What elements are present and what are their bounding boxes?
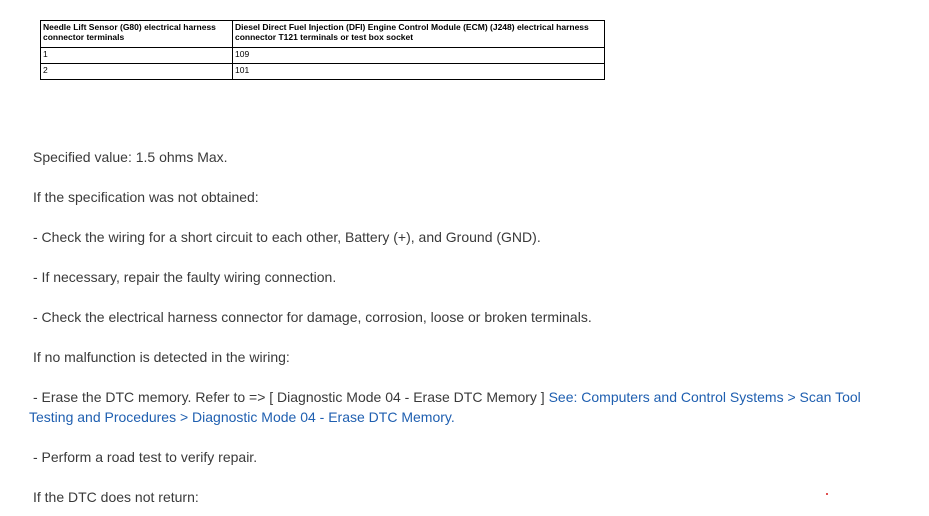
erase-dtc-step <box>29 387 869 427</box>
road-test-step: - Perform a road test to verify repair. <box>33 449 258 465</box>
dtc-not-return-heading: If the DTC does not return: <box>33 489 199 505</box>
table-row <box>41 64 605 80</box>
table-cell: 1 <box>41 48 233 64</box>
table-cell: 109 <box>233 48 605 64</box>
table-header-row <box>41 21 605 48</box>
repair-wiring-step: - If necessary, repair the faulty wiring connection. <box>33 269 337 285</box>
table-row <box>41 48 605 64</box>
table-cell: 2 <box>41 64 233 80</box>
stray-mark <box>826 493 828 495</box>
table-header-ecm-terminals: Diesel Direct Fuel Injection (DFI) Engine Control Module (ECM) (J248) electrical harness connector T121 terminals or test box socket <box>233 21 605 48</box>
terminal-table <box>40 20 605 80</box>
table-header-sensor-terminals: Needle Lift Sensor (G80) electrical harness connector terminals <box>41 21 233 48</box>
check-wiring-step: - Check the wiring for a short circuit to each other, Battery (+), and Ground (GND). <box>33 229 541 245</box>
erase-dtc-memory-link[interactable]: See: Computers and Control Systems > Scan Tool Testing and Procedures > Diagnostic Mode 04 - Erase DTC Memory. <box>29 389 861 425</box>
table-cell: 101 <box>233 64 605 80</box>
no-malfunction-heading: If no malfunction is detected in the wiring: <box>33 349 290 365</box>
erase-dtc-text: - Erase the DTC memory. Refer to => [ Diagnostic Mode 04 - Erase DTC Memory ] <box>33 389 545 405</box>
spec-not-obtained-heading: If the specification was not obtained: <box>33 189 259 205</box>
check-connector-step: - Check the electrical harness connector for damage, corrosion, loose or broken terminals. <box>33 309 592 325</box>
specified-value-text: Specified value: 1.5 ohms Max. <box>33 149 228 165</box>
